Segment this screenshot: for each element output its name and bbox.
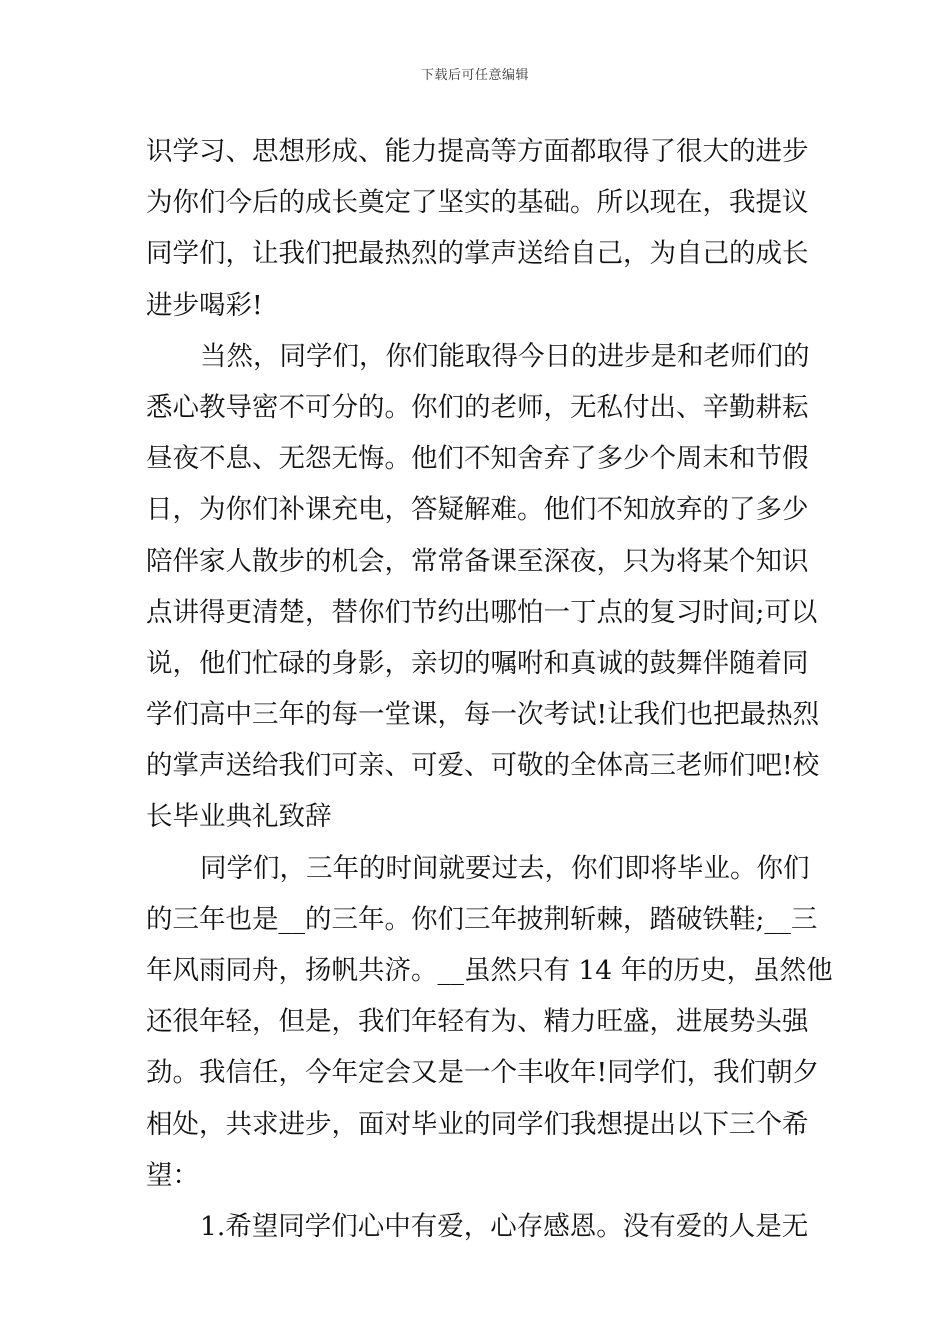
- text-line: 的掌声送给我们可亲、可爱、可敬的全体高三老师们吧!校: [146, 750, 820, 782]
- text-line: 望：: [146, 1159, 199, 1191]
- paragraph-3: [146, 843, 833, 1201]
- text-line: 学们高中三年的每一堂课，每一次考试!让我们也把最热烈: [146, 699, 820, 731]
- text-line: 长毕业典礼致辞: [146, 801, 332, 833]
- page-header: 下载后可任意编辑: [420, 68, 529, 83]
- text-line: 说，他们忙碌的身影，亲切的嘱咐和真诚的鼓舞伴随着同: [146, 647, 809, 679]
- text-line: 当然，同学们，你们能取得今日的进步是和老师们的: [200, 340, 810, 372]
- paragraph-2: [146, 331, 820, 843]
- paragraph-4: [146, 1201, 809, 1252]
- text-line: 昼夜不息、无怨无悔。他们不知舍弃了多少个周末和节假: [146, 443, 809, 475]
- text-line: 相处，共求进步，面对毕业的同学们我想提出以下三个希: [146, 1108, 809, 1140]
- text-line: 日，为你们补课充电，答疑解难。他们不知放弃的了多少: [146, 494, 809, 526]
- text-line: 陪伴家人散步的机会，常常备课至深夜，只为将某个知识: [146, 545, 809, 577]
- text-line: 1.希望同学们心中有爱，心存感恩。没有爱的人是无: [200, 1210, 809, 1242]
- text-line: 还很年轻，但是，我们年轻有为、精力旺盛，进展势头强: [146, 1006, 809, 1038]
- document-body: [146, 126, 833, 1252]
- text-line: 识学习、思想形成、能力提高等方面都取得了很大的进步: [146, 136, 809, 167]
- paragraph-1: [146, 126, 809, 331]
- text-line: 点讲得更清楚，替你们节约出哪怕一丁点的复习时间;可以: [146, 596, 818, 628]
- text-line: 为你们今后的成长奠定了坚实的基础。所以现在，我提议: [146, 187, 809, 219]
- text-line: 同学们，三年的时间就要过去，你们即将毕业。你们: [200, 852, 810, 884]
- text-line: 进步喝彩!: [146, 289, 263, 321]
- text-line: 劲。我信任，今年定会又是一个丰收年!同学们，我们朝夕: [146, 1057, 820, 1089]
- text-line: 年风雨同舟，扬帆共济。__虽然只有 14 年的历史，虽然他: [146, 955, 833, 986]
- text-line: 同学们，让我们把最热烈的掌声送给自己，为自己的成长: [146, 238, 809, 270]
- text-line: 的三年也是__的三年。你们三年披荆斩棘，踏破铁鞋;__三: [146, 903, 818, 935]
- text-line: 悉心教导密不可分的。你们的老师，无私付出、辛勤耕耘: [146, 391, 809, 423]
